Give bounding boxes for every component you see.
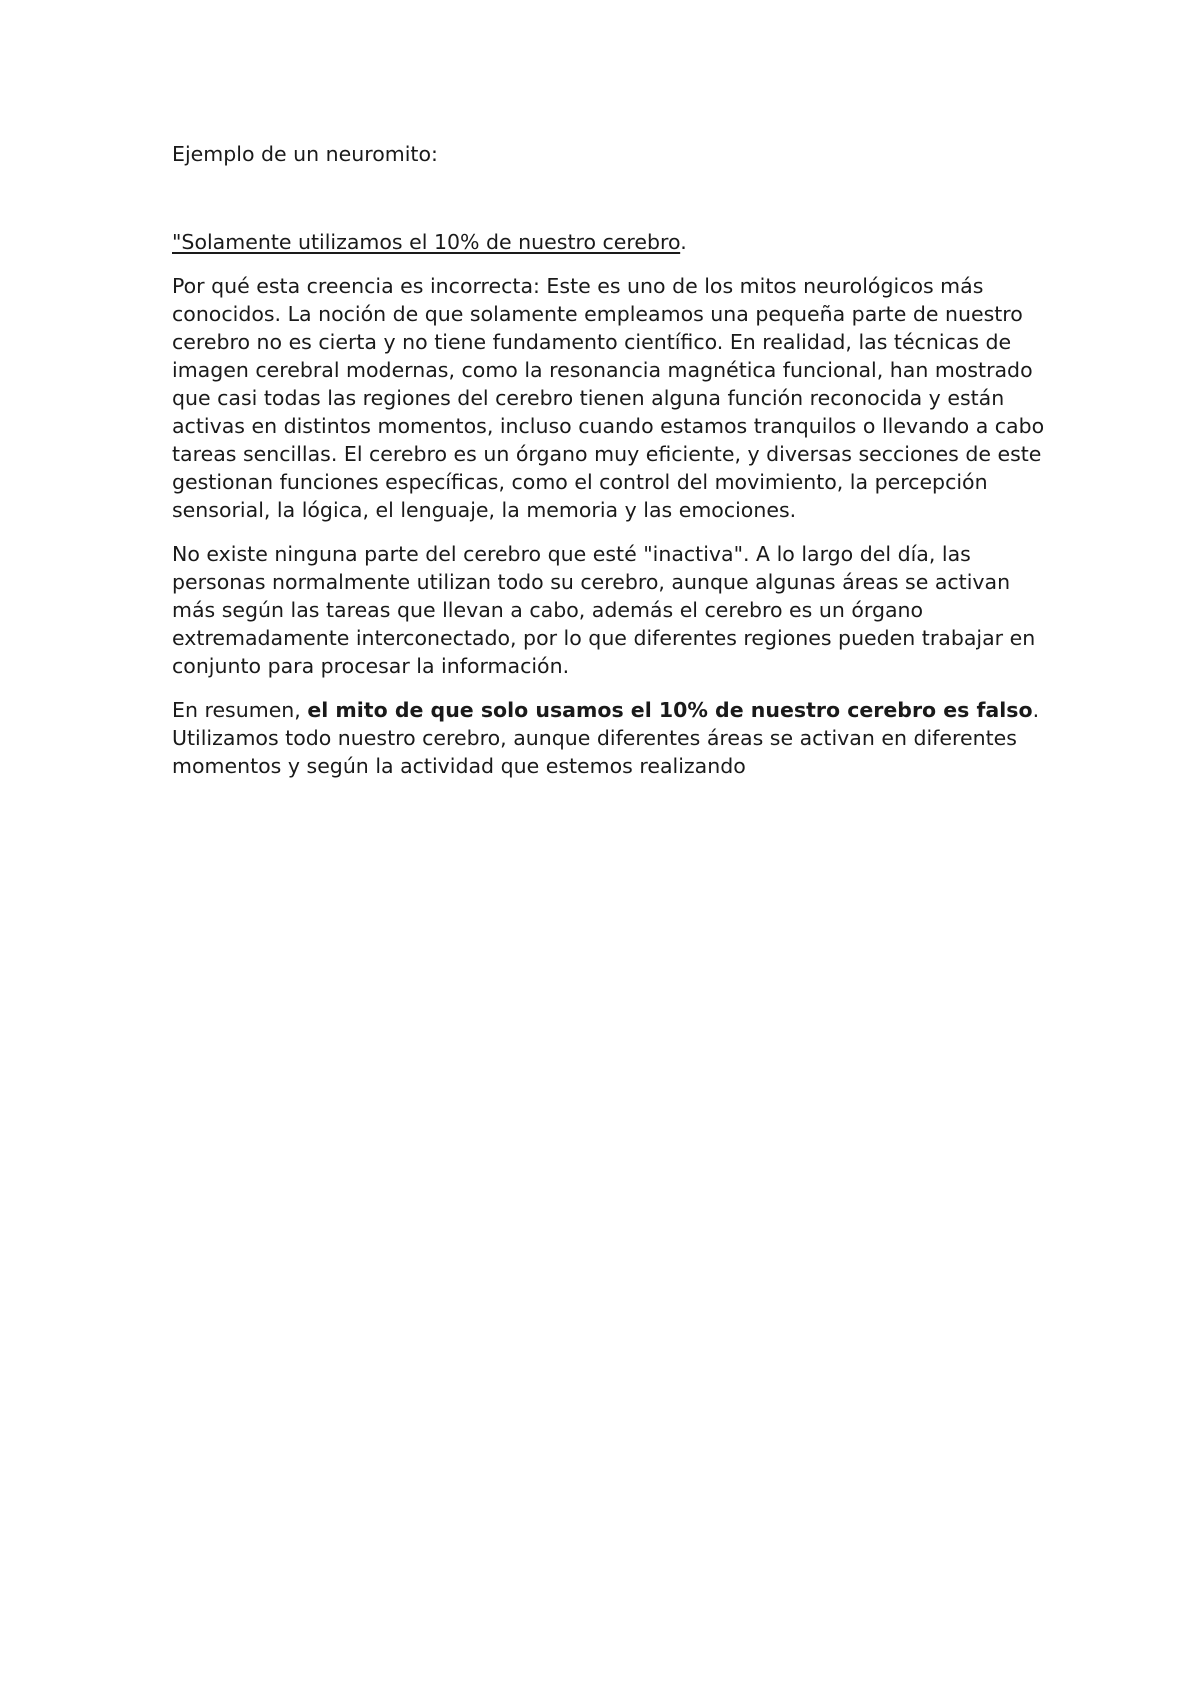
summary-bold: el mito de que solo usamos el 10% de nuestro cerebro es falso — [307, 698, 1033, 722]
myth-quote — [172, 228, 1052, 256]
summary-rest: . Utilizamos todo nuestro cerebro, aunque diferentes áreas se activan en diferentes momentos y según la actividad que estemos realizando — [172, 698, 1040, 778]
myth-quote-tail: . — [680, 230, 687, 254]
myth-quote-underlined: "Solamente utilizamos el 10% de nuestro cerebro — [172, 230, 681, 254]
activity-paragraph: No existe ninguna parte del cerebro que esté "inactiva". A lo largo del día, las personas normalmente utilizan todo su cerebro, aunque algunas áreas se activan más según las tareas que llevan a cabo, además el cerebro es un órgano extremadamente interconectado, por lo que diferentes regiones pueden trabajar en conjunto para procesar la información. — [172, 542, 1036, 678]
intro-line: Ejemplo de un neuromito: — [172, 142, 438, 166]
document-page — [172, 140, 1052, 796]
explanation-paragraph: Por qué esta creencia es incorrecta: Este es uno de los mitos neurológicos más conocidos. La noción de que solamente empleamos una pequeña parte de nuestro cerebro no es cierta y no tiene fundamento científico. En realidad, las técnicas de imagen cerebral modernas, como la resonancia magnética funcional, han mostrado que casi todas las regiones del cerebro tienen alguna función reconocida y están activas en distintos momentos, incluso cuando estamos tranquilos o llevando a cabo tareas sencillas. El cerebro es un órgano muy eficiente, y diversas secciones de este gestionan funciones específicas, como el control del movimiento, la percepción sensorial, la lógica, el lenguaje, la memoria y las emociones. — [172, 274, 1045, 522]
summary-lead: En resumen, — [172, 698, 308, 722]
summary-paragraph — [172, 696, 1052, 780]
